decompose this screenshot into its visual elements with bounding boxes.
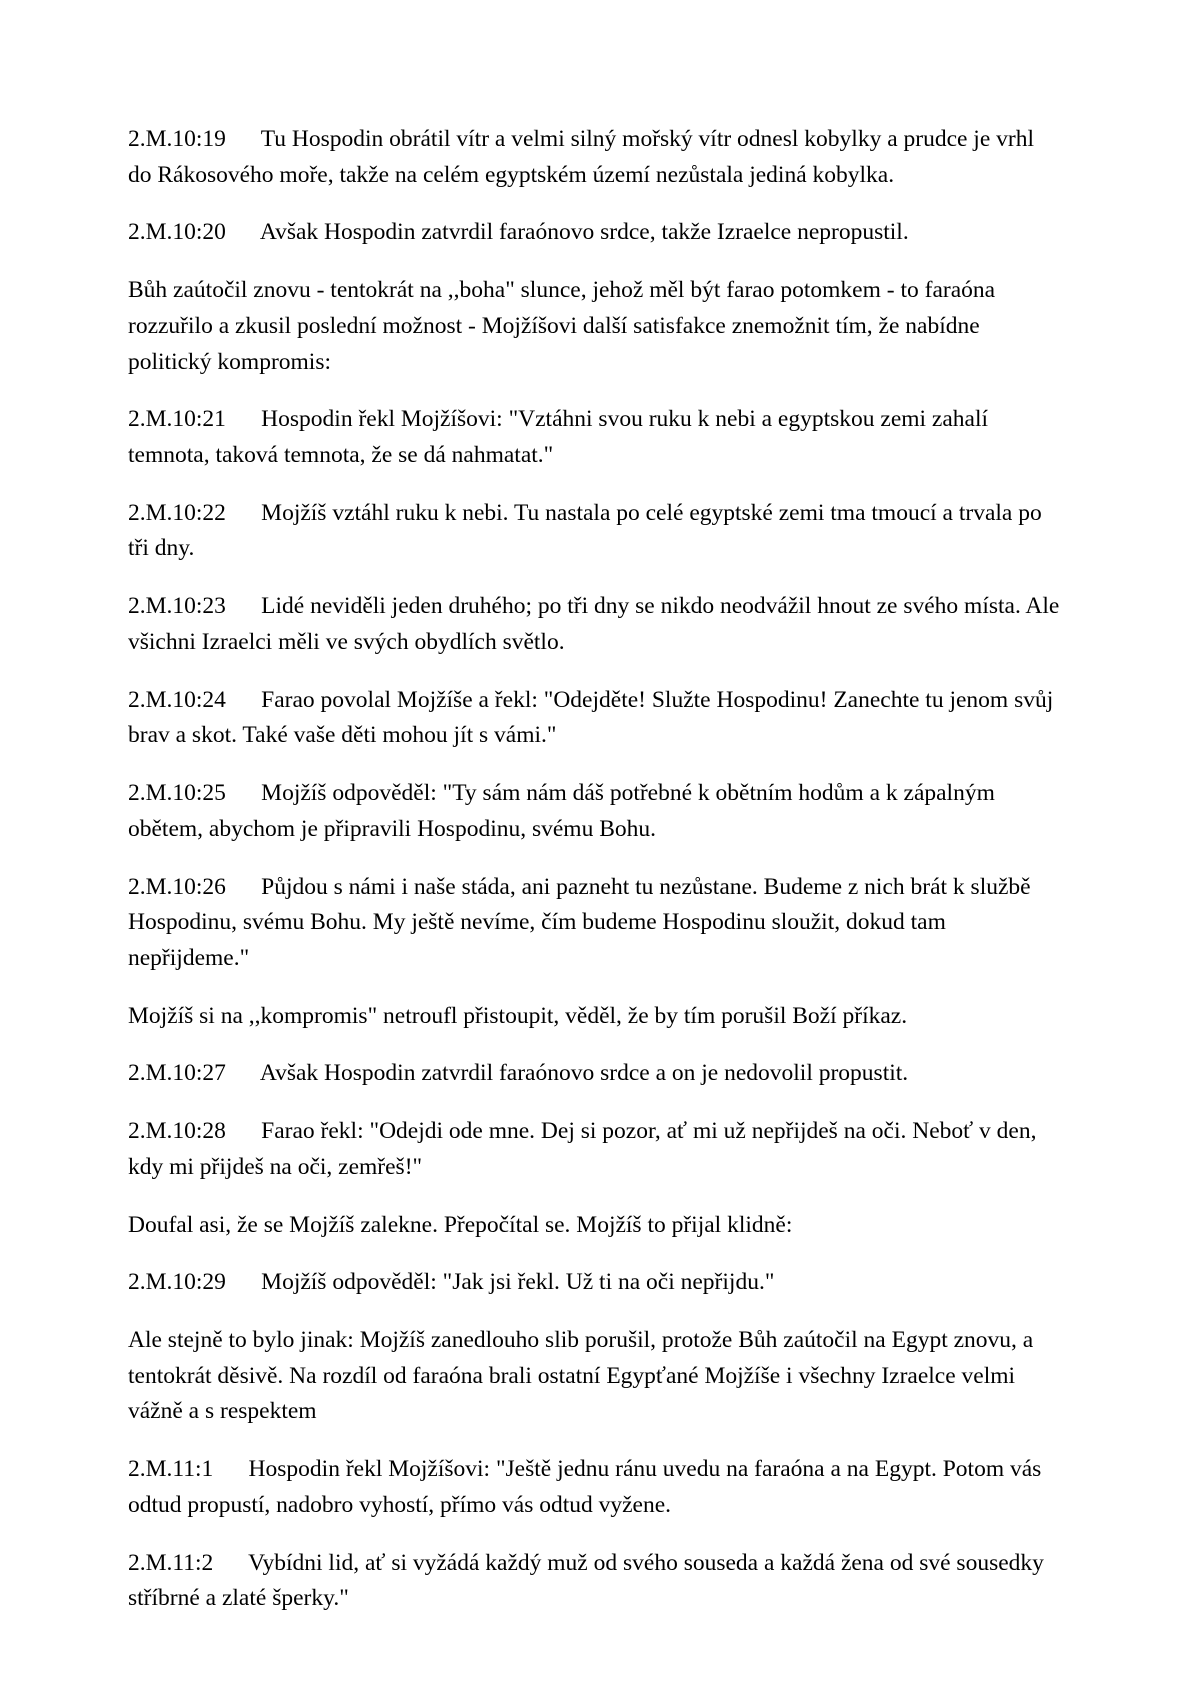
- paragraph: 2.M.10:25 Mojžíš odpověděl: "Ty sám nám dáš potřebné k obětním hodům a k zápalným obětem, abychom je připravili Hospodinu, svému Bohu.: [128, 780, 1001, 842]
- paragraph: 2.M.10:28 Farao řekl: "Odejdi ode mne. Dej si pozor, ať mi už nepřijdeš na oči. Neboť v den, kdy mi přijdeš na oči, zemřeš!": [128, 1118, 1043, 1180]
- paragraph: 2.M.11:1 Hospodin řekl Mojžíšovi: "Ještě jednu ránu uvedu na faraóna a na Egypt. Potom vás odtud propustí, nadobro vyhostí, přímo vás odtud vyžene.: [128, 1456, 1048, 1518]
- paragraph: 2.M.10:20 Avšak Hospodin zatvrdil faraónovo srdce, takže Izraelce nepropustil.: [128, 219, 909, 246]
- paragraph: 2.M.10:24 Farao povolal Mojžíše a řekl: "Odejděte! Služte Hospodinu! Zanechte tu jenom svůj brav a skot. Také vaše děti mohou jít s vámi.": [128, 686, 1060, 749]
- paragraph: 2.M.10:23 Lidé neviděli jeden druhého; po tři dny se nikdo neodvážil hnout ze svého místa. Ale všichni Izraelci měli ve svých obydlích světlo.: [128, 593, 1066, 655]
- paragraph: 2.M.10:27 Avšak Hospodin zatvrdil faraónovo srdce a on je nedovolil propustit.: [128, 1060, 909, 1087]
- paragraph: 2.M.10:19 Tu Hospodin obrátil vítr a velmi silný mořský vítr odnesl kobylky a prudce je vrhl do Rákosového moře, takže na celém egyptském území nezůstala jediná kobylka.: [128, 126, 1040, 188]
- paragraph: 2.M.10:22 Mojžíš vztáhl ruku k nebi. Tu nastala po celé egyptské zemi tma tmoucí a trvala po tři dny.: [128, 499, 1048, 562]
- paragraph: 2.M.10:21 Hospodin řekl Mojžíšovi: "Vztáhni svou ruku k nebi a egyptskou zemi zahalí temnota, taková temnota, že se dá nahmatat.": [128, 406, 994, 469]
- paragraph: 2.M.11:2 Vybídni lid, ať si vyžádá každý muž od svého souseda a každá žena od své sousedky stříbrné a zlaté šperky.": [128, 1549, 1050, 1612]
- paragraph: 2.M.10:26 Půjdou s námi i naše stáda, ani pazneht tu nezůstane. Budeme z nich brát k službě Hospodinu, svému Bohu. My ještě nevíme, čím budeme Hospodinu sloužit, dokud tam nepřijdeme.": [128, 873, 1037, 971]
- paragraph: Bůh zaútočil znovu - tentokrát na ,,boha" slunce, jehož měl být farao potomkem - to faraóna rozzuřilo a zkusil poslední možnost - Mojžíšovi další satisfakce znemožnit tím, že nabídne politický kompromis:: [128, 277, 1001, 375]
- paragraph: Mojžíš si na ,,kompromis" netroufl přistoupit, věděl, že by tím porušil Boží příkaz.: [128, 1002, 908, 1029]
- paragraph: 2.M.10:29 Mojžíš odpověděl: "Jak jsi řekl. Už ti na oči nepřijdu.": [128, 1269, 775, 1296]
- document-body: [128, 122, 1066, 1617]
- paragraph: Ale stejně to bylo jinak: Mojžíš zanedlouho slib porušil, protože Bůh zaútočil na Egypt znovu, a tentokrát děsivě. Na rozdíl od faraóna brali ostatní Egypťané Mojžíše i všechny Izraelce velmi vážně a s respektem: [128, 1326, 1040, 1425]
- paragraph: Doufal asi, že se Mojžíš zalekne. Přepočítal se. Mojžíš to přijal klidně:: [128, 1211, 793, 1238]
